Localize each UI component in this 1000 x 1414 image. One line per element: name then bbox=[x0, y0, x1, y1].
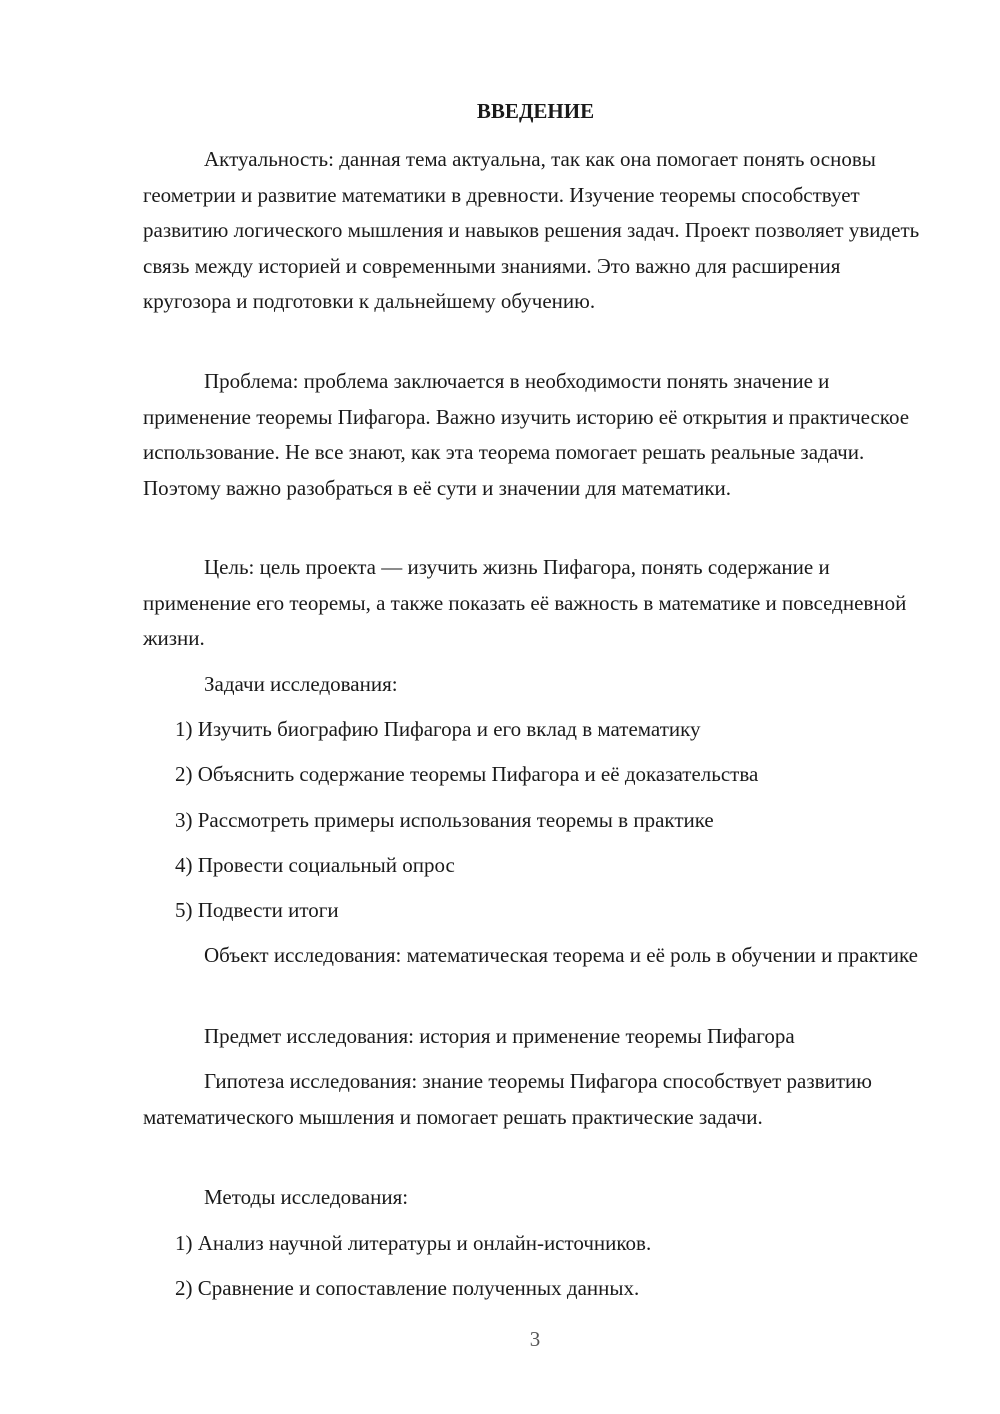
goal-paragraph-block bbox=[143, 550, 928, 657]
relevance-paragraph: Актуальность: данная тема актуальна, так как она помогает понять основы геометрии и развитие математики в древности. Изучение теоремы способствует развитию логического мышления и навыков решения задач. Проект позволяет увидеть связь между историей и современными знаниями. Это важно для расширения кругозора и подготовки к дальнейшему обучению. bbox=[143, 147, 920, 313]
method-item-2-block bbox=[143, 1274, 928, 1302]
task-item-4-block bbox=[143, 851, 928, 879]
page-title: ВВЕДЕНИЕ bbox=[476, 99, 595, 123]
page-number: 3 bbox=[529, 1327, 541, 1351]
hypothesis-paragraph: Гипотеза исследования: знание теоремы Пифагора способствует развитию математического мышления и помогает решать практические задачи. bbox=[143, 1069, 872, 1129]
subject-paragraph-block bbox=[143, 1022, 928, 1050]
problem-paragraph-block bbox=[143, 364, 928, 506]
goal-paragraph: Цель: цель проекта — изучить жизнь Пифагора, понять содержание и применение его теоремы, а также показать её важность в математике и повседневной жизни. bbox=[143, 555, 907, 650]
object-paragraph: Объект исследования: математическая теорема и её роль в обучении и практике bbox=[204, 943, 918, 967]
tasks-heading-block bbox=[143, 670, 928, 698]
tasks-heading: Задачи исследования: bbox=[204, 672, 398, 696]
task-item-1-block bbox=[143, 715, 928, 743]
hypothesis-paragraph-block bbox=[143, 1064, 928, 1135]
relevance-paragraph-block bbox=[143, 142, 928, 320]
task-item-3-block bbox=[143, 806, 928, 834]
method-item: 1) Анализ научной литературы и онлайн-источников. bbox=[175, 1231, 652, 1255]
methods-heading: Методы исследования: bbox=[204, 1185, 409, 1209]
method-item-1-block bbox=[143, 1229, 928, 1257]
methods-heading-block bbox=[143, 1183, 928, 1211]
object-paragraph-block bbox=[143, 938, 928, 974]
task-item: 4) Провести социальный опрос bbox=[175, 853, 455, 877]
task-item: 2) Объяснить содержание теоремы Пифагора и её доказательства bbox=[175, 762, 759, 786]
task-item-5-block bbox=[143, 896, 928, 924]
problem-paragraph: Проблема: проблема заключается в необходимости понять значение и применение теоремы Пифагора. Важно изучить историю её открытия и практическое использование. Не все знают, как эта теорема помогает решать реальные задачи. Поэтому важно разобраться в её сути и значении для математики. bbox=[143, 369, 910, 500]
task-item: 5) Подвести итоги bbox=[175, 898, 339, 922]
method-item: 2) Сравнение и сопоставление полученных данных. bbox=[175, 1276, 640, 1300]
task-item: 1) Изучить биографию Пифагора и его вклад в математику bbox=[175, 717, 701, 741]
task-item: 3) Рассмотреть примеры использования теоремы в практике bbox=[175, 808, 714, 832]
subject-paragraph: Предмет исследования: история и применение теоремы Пифагора bbox=[204, 1024, 795, 1048]
task-item-2-block bbox=[143, 760, 928, 788]
